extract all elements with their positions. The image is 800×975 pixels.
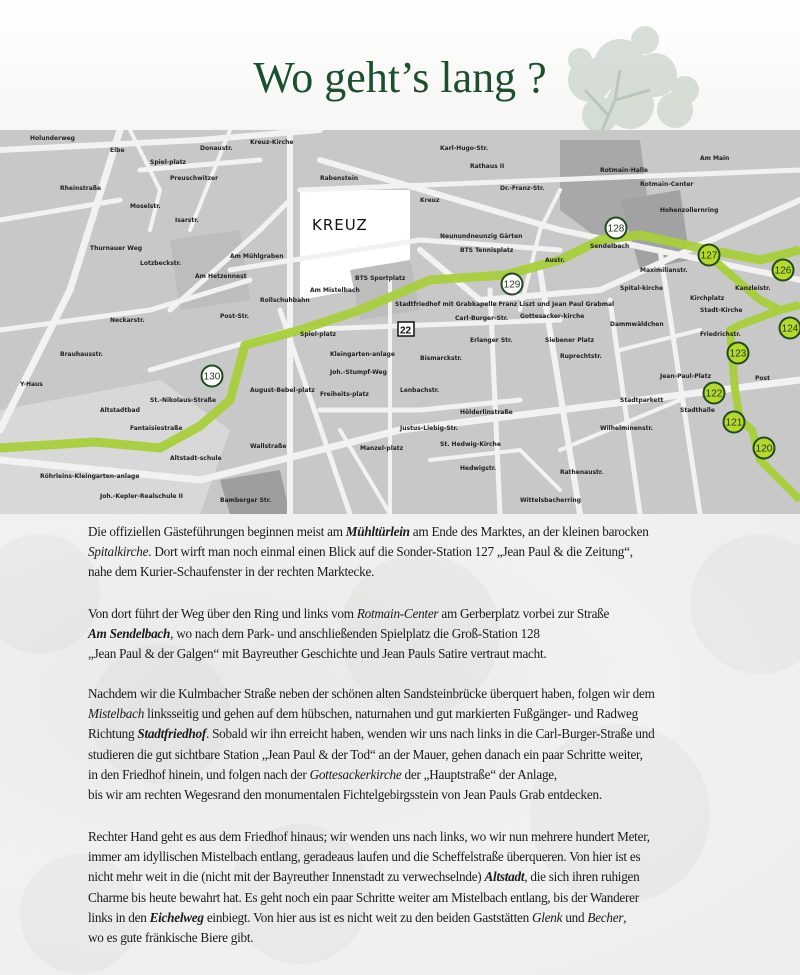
station-marker-121[interactable] [724,412,745,433]
paragraph [88,827,728,948]
paragraph-line [88,847,728,867]
text-run: studieren die gut sichtbare Station „Jean Paul & der Tod“ an der Mauer, gehen danach ein paar Schritte weiter, [88,746,643,762]
street-label: Bamberger Str. [220,497,272,504]
paragraph [88,522,728,583]
street-label: Spital-kirche [620,285,664,292]
paragraph-line [88,908,728,928]
paragraph-line [88,888,728,908]
street-label: Rheinstraße [60,185,102,192]
street-label: Rathenaustr. [560,469,604,476]
street-label: Joh.-Stumpf-Weg [330,369,387,376]
text-run: der „Hauptstraße“ der Anlage, [401,766,557,782]
description-section [0,514,800,975]
street-label: Stadt-Kirche [700,307,743,314]
text-run: bis wir am rechten Wegesrand den monumentalen Fichtelgebirgsstein von Jean Pauls Grab entdecken. [88,787,602,803]
emphasized-place-name: Glenk [532,909,563,925]
emphasized-place-name: Mühltürlein [345,524,410,539]
route-map[interactable] [0,130,800,514]
text-run: , die sich ihren ruhigen [524,869,640,885]
text-run: , wo nach dem Park- und anschließenden Spielplatz die Groß-Station 128 [170,626,540,642]
street-label: Lotzbeckstr. [140,260,182,267]
street-label: Altstadt-schule [170,455,222,462]
street-label: Justus-Liebig-Str. [400,425,458,432]
street-label: Donaustr. [200,145,233,152]
emphasized-place-name: Altstadt [484,869,525,885]
street-label: Röhrleins-Kleingarten-anlage [40,473,140,480]
paragraph-line [88,604,728,624]
street-label: Kreuz-Kirche [250,139,294,146]
street-label: Gottesacker-kirche [520,313,585,320]
paragraph-line [88,562,728,582]
emphasized-place-name: Spitalkirche [88,544,149,560]
street-label: Kirchplatz [690,295,725,302]
page-title: Wo geht’s lang ? [253,53,547,102]
paragraph [88,684,728,805]
street-label: Carl-Burger-Str. [455,315,509,322]
street-label: Isarstr. [175,217,199,224]
map-canvas[interactable] [0,130,800,514]
street-label: Rotmain-Center [640,181,694,188]
street-label: Kleingarten-anlage [330,351,395,358]
street-label: Holunderweg [30,135,75,142]
street-label: Stadthalle [680,407,715,414]
station-marker-128[interactable] [606,218,627,239]
text-run: Charme bis heute bewahrt hat. Es geht noch ein paar Schritte weiter am Mistelbach entlang, bis der Wanderer [88,889,639,905]
street-label: Rathaus II [470,163,505,170]
paragraph-line [88,522,728,542]
text-run: linksseitig und gehen auf dem hübschen, naturnahen und gut markierten Fußgänger- und Radweg [144,706,638,722]
text-run: „Jean Paul & der Galgen“ mit Bayreuther Geschichte und Jean Pauls Satire vertraut macht. [88,646,547,662]
street-label: Am Mistelbach [310,287,360,294]
street-label: Dr.-Franz-Str. [500,185,545,192]
street-label: BTS Sportplatz [355,275,406,282]
emphasized-place-name: Am Sendelbach [88,626,171,642]
text-run: , [623,909,627,925]
street-label: Stadtparkett [620,397,664,404]
emphasized-place-name: Stadtfriedhof [137,726,206,742]
station-number: 123 [729,348,747,360]
text-run: Von dort führt der Weg über den Ring und links vom [88,606,357,621]
street-label: Rabenstein [320,175,359,182]
street-label: Am Mühlgraben [230,253,284,260]
station-number: 126 [774,265,792,277]
station-number: 120 [755,443,773,455]
street-label: Dammwäldchen [610,321,664,328]
paragraph-line [88,928,728,948]
street-label: Altstadtbad [100,407,140,414]
text-run: nicht mehr weit in die (nicht mit der Bayreuther Innenstadt zu verwechselnde) [88,869,485,885]
street-label: Hedwigstr. [460,465,497,472]
street-label: Hohenzollernring [660,207,719,214]
street-label: Rollschuhbahn [260,297,310,304]
street-label: Preuschwitzer [170,175,219,182]
station-number: 130 [203,371,221,383]
text-run: . Dort wirft man noch einmal einen Blick auf die Sonder-Station 127 „Jean Paul & die Zeitung“, [148,544,633,560]
emphasized-place-name: Mistelbach [88,706,145,722]
station-number: 121 [725,417,743,429]
street-label: Kreuz [420,197,440,204]
emphasized-place-name: Gottesackerkirche [309,766,402,782]
street-label: Fantaisiestraße [130,425,183,432]
text-run: am Ende des Marktes, an der kleinen barocken [409,524,649,539]
paragraph-line [88,867,728,887]
street-label: St. Hedwig-Kirche [440,441,501,448]
text-run: immer am idyllischen Mistelbach entlang, geradeaus laufen und die Scheffelstraße überqueren. Von hier ist es [88,849,641,865]
text-run: Nachdem wir die Kulmbacher Straße neben der schönen alten Sandsteinbrücke überquert haben, folgen wir dem [88,686,655,701]
street-label: Wallstraße [250,443,287,450]
station-marker-129[interactable] [502,274,523,295]
street-label: Am Hetzennest [195,273,247,280]
emphasized-place-name: Rotmain-Center [356,606,439,621]
text-run: links in den [88,909,150,925]
paragraph-line [88,724,728,744]
station-marker-127[interactable] [699,245,720,266]
text-run: nahe dem Kurier-Schaufenster in der rechten Marktecke. [88,564,375,580]
street-label: Hölderlinstraße [460,409,513,416]
text-run: Die offiziellen Gästeführungen beginnen meist am [88,524,346,539]
street-label: Jean-Paul-Platz [660,373,712,380]
text-run: Rechter Hand geht es aus dem Friedhof hinaus; wir wenden uns nach links, wo wir nun mehrere hundert Meter, [88,829,650,844]
station-marker-120[interactable] [754,438,775,459]
road-number: 22 [400,325,412,337]
district-label-kreuz: KREUZ [312,216,368,234]
street-label: Friedrichstr. [700,331,741,338]
street-label: August-Bebel-platz [250,387,315,394]
street-label: Moselstr. [130,203,161,210]
paragraph-line [88,624,728,644]
page-header [0,0,800,130]
street-label: Kanzleistr. [735,285,771,292]
street-label: Erlanger Str. [470,337,513,344]
street-label: Neunundneunzig Gärten [440,233,523,240]
text-run: und [562,909,588,925]
emphasized-place-name: Becher [587,909,624,925]
paragraph-line [88,684,728,704]
street-label: Bismarckstr. [420,355,462,362]
road-number-badge [398,322,414,337]
street-label: BTS Tennisplatz [460,247,514,254]
street-label: Wittelsbacherring [520,497,581,504]
paragraph-line [88,644,728,664]
paragraph-line [88,827,728,847]
text-run: Richtung [88,726,138,742]
station-number: 127 [700,250,718,262]
street-label: Y-Haus [20,381,43,388]
street-label: Freiheits-platz [320,391,369,398]
street-label: Neckarstr. [110,317,145,324]
station-number: 128 [607,223,625,235]
street-label: Siebener Platz [545,337,595,344]
text-run: wo es gute fränkische Biere gibt. [88,930,254,946]
street-label: Brauhausstr. [60,351,103,358]
street-label: Stadtfriedhof mit Grabkapelle Franz Liszt und Jean Paul Grabmal [395,301,615,308]
street-label: St.-Nikolaus-Straße [150,397,217,404]
street-label: Sendelbach [590,243,630,250]
station-marker-123[interactable] [728,343,749,364]
street-label: Maximilianstr. [640,267,688,274]
text-run: . Sobald wir ihn erreicht haben, wenden wir uns nach links in die Carl-Burger-Straße und [205,726,655,742]
station-number: 122 [705,388,723,400]
street-label: Karl-Hugo-Str. [440,145,488,152]
street-label: Joh.-Kepler-Realschule II [100,493,184,500]
street-label: Spiel-platz [150,159,187,166]
street-label: Spiel-platz [300,331,337,338]
street-label: Wilhelminenstr. [600,425,653,432]
paragraph-line [88,745,728,765]
station-marker-124[interactable] [780,318,800,339]
street-label: Am Main [700,155,730,162]
paragraph-line [88,704,728,724]
text-run: in den Friedhof hinein, und folgen nach der [88,766,310,782]
station-marker-122[interactable] [704,383,725,404]
street-label: Austr. [545,257,565,264]
station-number: 124 [781,323,799,335]
paragraph-line [88,765,728,785]
street-label: Manzel-platz [360,445,404,452]
emphasized-place-name: Eichelweg [149,909,204,925]
text-run: am Gerberplatz vorbei zur Straße [438,606,610,621]
station-marker-126[interactable] [773,260,794,281]
station-number: 129 [503,279,521,291]
street-label: Rotmain-Halle [600,167,648,174]
text-run: einbiegt. Von hier aus ist es nicht weit zu den beiden Gaststätten [203,909,533,925]
paragraph-line [88,785,728,805]
station-marker-130[interactable] [202,366,223,387]
street-label: Post [755,375,770,382]
street-label: Elbe [110,147,125,154]
street-label: Lenbachstr. [400,387,440,394]
street-label: Ruprechtstr. [560,353,602,360]
street-label: Post-Str. [220,313,250,320]
paragraph-line [88,542,728,562]
paragraph [88,604,728,665]
street-label: Thurnauer Weg [90,245,143,252]
